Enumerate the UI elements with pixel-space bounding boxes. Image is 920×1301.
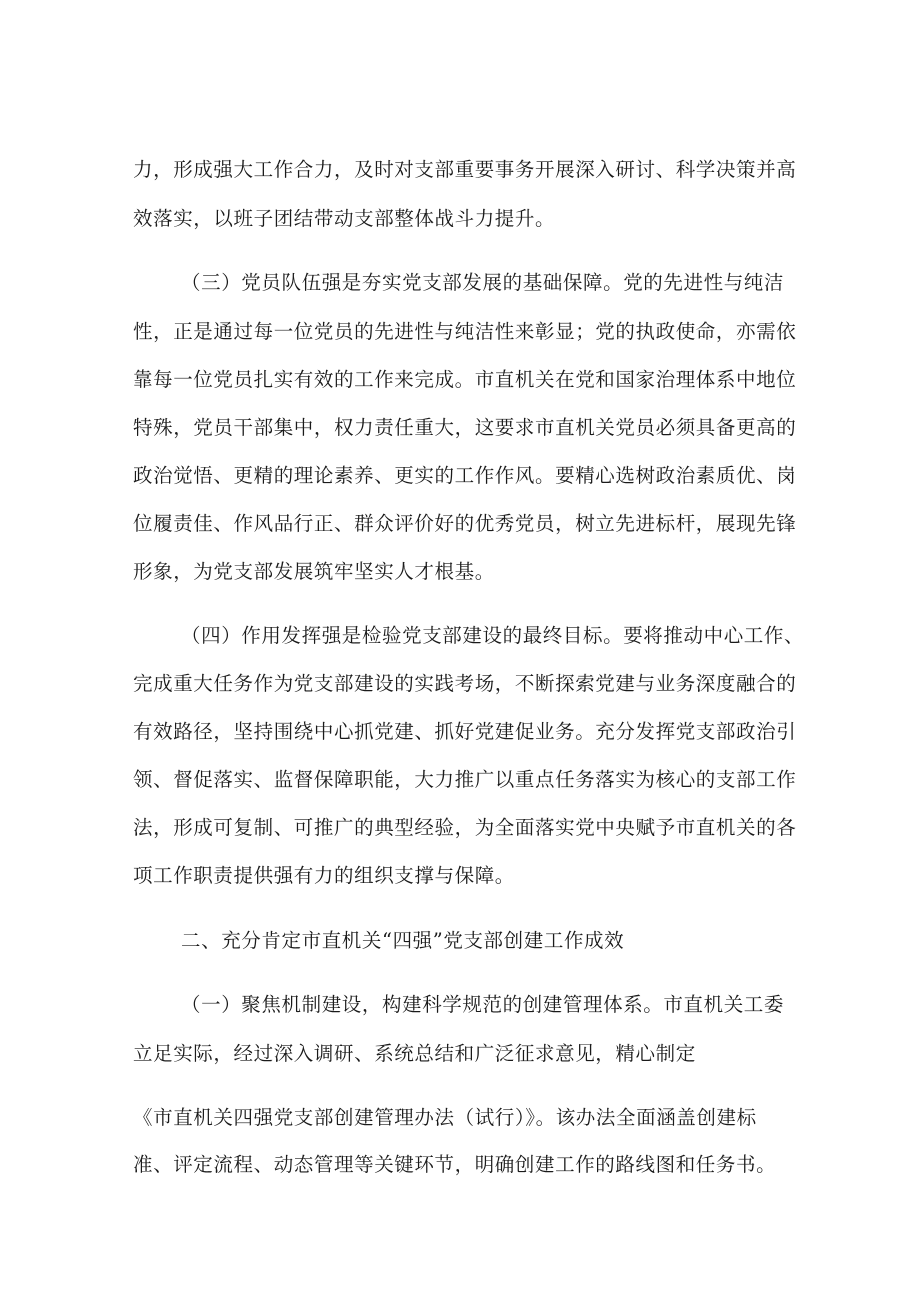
text-line: 有效路径，坚持围绕中心抓党建、抓好党建促业务。充分发挥党支部政治引 (133, 720, 797, 743)
text-line: 靠每一位党员扎实有效的工作来完成。市直机关在党和国家治理体系中地位 (133, 368, 797, 391)
section-heading-1: （一）聚焦机制建设，构建科学规范的创建管理体系。市直机关工委 (181, 993, 785, 1016)
text-line: 项工作职责提供强有力的组织支撑与保障。 (133, 864, 515, 887)
section-heading-4: （四）作用发挥强是检验党支部建设的最终目标。要将推动中心工作、 (181, 624, 805, 647)
text-line: 完成重大任务作为党支部建设的实践考场，不断探索党建与业务深度融合的 (133, 672, 797, 695)
text-line: 《市直机关四强党支部创建管理办法（试行）》。该办法全面涵盖创建标 (133, 1106, 757, 1129)
chapter-heading-2: 二、充分肯定市直机关“四强”党支部创建工作成效 (181, 929, 625, 952)
text-line: 特殊，党员干部集中，权力责任重大，这要求市直机关党员必须具备更高的 (133, 416, 797, 439)
text-line: 位履责佳、作风品行正、群众评价好的优秀党员，树立先进标杆，展现先锋 (133, 512, 797, 535)
text-line: 法，形成可复制、可推广的典型经验，为全面落实党中央赋予市直机关的各 (133, 816, 797, 839)
text-line: 领、督促落实、监督保障职能，大力推广以重点任务落实为核心的支部工作 (133, 768, 797, 791)
text-line: 性，正是通过每一位党员的先进性与纯洁性来彰显；党的执政使命，亦需依 (133, 320, 797, 343)
text-line: 形象，为党支部发展筑牢坚实人才根基。 (133, 560, 495, 583)
text-line: 政治觉悟、更精的理论素养、更实的工作作风。要精心选树政治素质优、岗 (133, 464, 797, 487)
text-line: 力，形成强大工作合力，及时对支部重要事务开展深入研讨、科学决策并高 (133, 158, 797, 181)
text-line: 效落实，以班子团结带动支部整体战斗力提升。 (133, 207, 556, 230)
section-heading-3: （三）党员队伍强是夯实党支部发展的基础保障。党的先进性与纯洁 (181, 271, 785, 294)
text-line: 立足实际，经过深入调研、系统总结和广泛征求意见，精心制定 (133, 1042, 696, 1065)
text-line: 准、评定流程、动态管理等关键环节，明确创建工作的路线图和任务书。 (133, 1153, 777, 1176)
